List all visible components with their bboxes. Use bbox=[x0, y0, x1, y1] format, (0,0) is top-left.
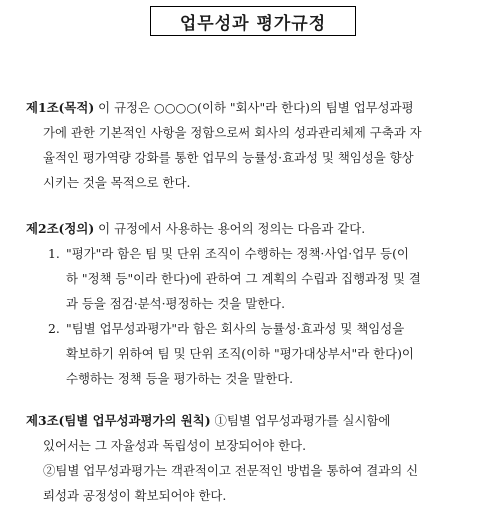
item-line: 하 "정책 등"이라 한다)에 관하여 그 계획의 수립과 집행과정 및 결 bbox=[66, 271, 421, 286]
article-3-text: ①팀별 업무성과평가를 실시함에 bbox=[210, 413, 391, 428]
article-1-heading: 제1조(목적) bbox=[26, 100, 95, 115]
article-1-line: 가에 관한 기본적인 사항을 정함으로써 회사의 성과관리체제 구축과 자 bbox=[43, 125, 422, 140]
article-2-first-line bbox=[26, 216, 484, 241]
article-1-first-line bbox=[26, 95, 484, 120]
item-line: "팀별 업무성과평가"라 함은 회사의 능률성·효과성 및 책임성을 bbox=[66, 321, 405, 336]
document-title: 업무성과 평가규정 bbox=[150, 6, 356, 36]
definition-item-2 bbox=[26, 316, 484, 391]
article-2 bbox=[26, 216, 484, 391]
article-1-line: 시키는 것을 목적으로 한다. bbox=[43, 175, 191, 190]
article-1 bbox=[26, 95, 484, 195]
article-2-intro: 이 규정에서 사용하는 용어의 정의는 다음과 같다. bbox=[94, 221, 366, 236]
article-1-line: 율적인 평가역량 강화를 통한 업무의 능률성·효과성 및 책임성을 향상 bbox=[43, 150, 414, 165]
article-3-first-line bbox=[26, 408, 484, 433]
article-3-line: 있어서는 그 자율성과 독립성이 보장되어야 한다. bbox=[43, 438, 307, 453]
definition-item-1 bbox=[26, 241, 484, 316]
item-line: 확보하기 위하여 팀 및 단위 조직(이하 "평가대상부서"라 한다)이 bbox=[66, 346, 414, 361]
item-number: 1. bbox=[48, 246, 60, 261]
article-3-line: ②팀별 업무성과평가는 객관적이고 전문적인 방법을 통하여 결과의 신 bbox=[43, 463, 419, 478]
article-2-heading: 제2조(정의) bbox=[26, 221, 95, 236]
item-line: 수행하는 정책 등을 평가하는 것을 말한다. bbox=[66, 371, 294, 386]
article-3-line: 뢰성과 공정성이 확보되어야 한다. bbox=[43, 488, 227, 503]
item-line: "평가"라 함은 팀 및 단위 조직이 수행하는 정책·사업·업무 등(이 bbox=[66, 246, 409, 261]
article-3 bbox=[26, 408, 484, 508]
article-3-heading: 제3조(팀별 업무성과평가의 원칙) bbox=[26, 413, 211, 428]
article-1-text: 이 규정은 ○○○○(이하 "회사"라 한다)의 팀별 업무성과평 bbox=[94, 100, 414, 115]
item-number: 2. bbox=[48, 321, 60, 336]
item-line: 과 등을 점검·분석·평정하는 것을 말한다. bbox=[66, 296, 286, 311]
